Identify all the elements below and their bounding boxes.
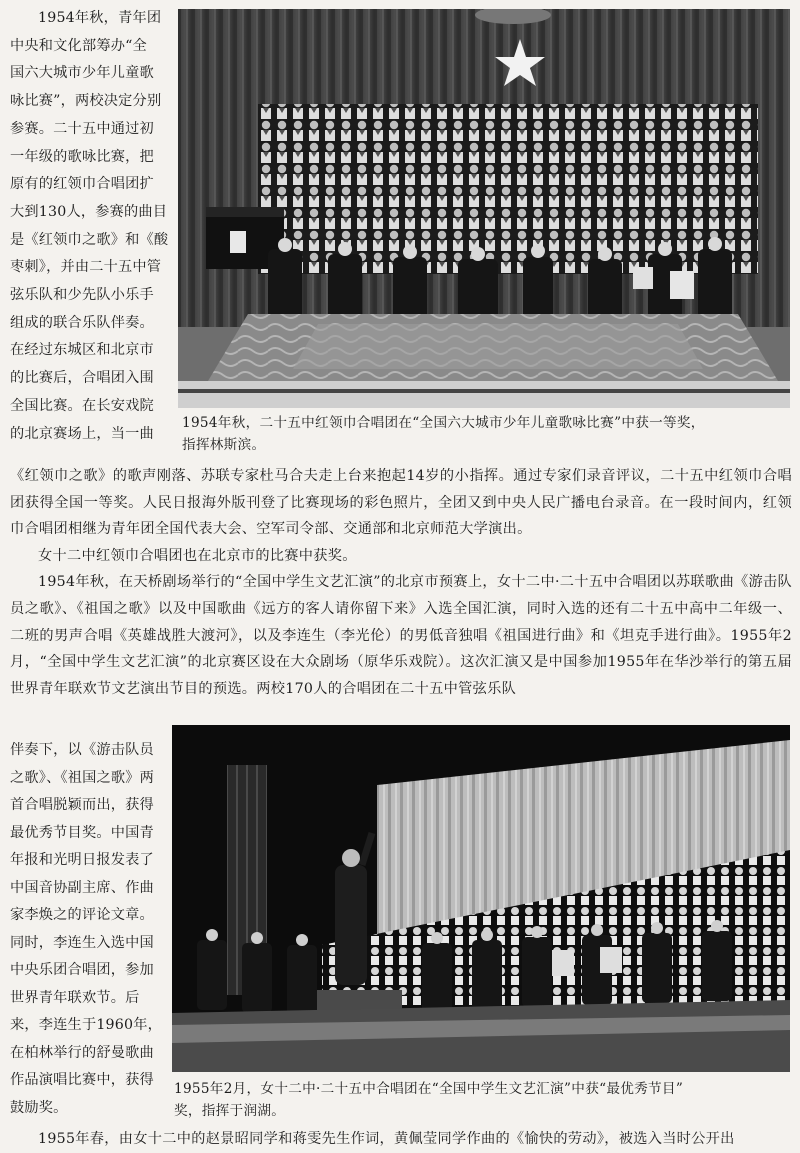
photo-joint-choir-1955 xyxy=(172,725,790,1072)
text-line: 中央乐团合唱团，参加 xyxy=(10,962,154,978)
choir-stage-photo xyxy=(178,9,790,408)
text-line: 弦乐队和少先队小乐手 xyxy=(10,287,154,304)
text-line: 年报和光明日报发表了 xyxy=(10,852,154,868)
text-line: 一年级的歌咏比赛，把 xyxy=(10,148,154,165)
text-line: 全国比赛。在长安戏院 xyxy=(10,397,154,414)
text-line: 在柏林举行的舒曼歌曲 xyxy=(10,1044,154,1061)
text-line: 咏比赛”，两校决定分别 xyxy=(10,93,162,110)
text-line: 枣刺》，并由二十五中管 xyxy=(10,259,162,276)
text-line: 1954年秋，青年团 xyxy=(38,10,162,26)
body-text xyxy=(10,463,792,702)
left-column-bottom xyxy=(10,737,172,1122)
text-line: 来，李连生于1960年， xyxy=(10,1017,163,1033)
text-line: 最优秀节目奖。中国青 xyxy=(10,824,154,841)
photo2-caption xyxy=(174,1078,792,1122)
text-line: 鼓励奖。 xyxy=(10,1099,68,1116)
text-line: 首合唱脱颖而出，获得 xyxy=(10,797,154,813)
text-line: 的北京赛场上，当一曲 xyxy=(10,425,154,442)
paragraph: 女十二中红领巾合唱团也在北京市的比赛中获奖。 xyxy=(38,547,357,564)
photo-red-scarf-choir-1954 xyxy=(178,9,790,408)
caption-line: 奖，指挥于润湖。 xyxy=(174,1103,286,1119)
choir-concert-photo xyxy=(172,725,790,1072)
text-line: 是《红领巾之歌》和《酸 xyxy=(10,231,169,248)
paragraph: 1954年秋，在天桥剧场举行的“全国中学生文艺汇演”的北京市预赛上，女十二中·二十五中合唱团以苏联歌曲《游击队员之歌》、《祖国之歌》以及中国歌曲《远方的客人请你留下来》入选全国汇演，同时入选的还有二十五中高中二年级一、二班的男声合唱《英雄战胜大渡河》，以及李连生（李光伦）的男低音独唱《祖国进行曲》和《坦克手进行曲》。1955年2月，“全国中学生文艺汇演”的北京赛区设在大众剧场（原华乐戏院）。这次汇演又是中国参加1955年在华沙举行的第五届世界青年联欢节文艺演出节目的预选。两校170人的合唱团在二十五中管弦乐队 xyxy=(10,574,793,697)
text-line: 家李焕之的评论文章。 xyxy=(10,907,154,923)
text-line: 原有的红领巾合唱团扩 xyxy=(10,176,154,193)
text-line: 参赛。二十五中通过初 xyxy=(10,120,154,137)
text-line: 国六大城市少年儿童歌 xyxy=(10,65,154,82)
text-line: 组成的联合乐队伴奏。 xyxy=(10,314,154,331)
text-line: 同时，李连生入选中国 xyxy=(10,934,154,951)
text-line: 世界青年联欢节。后 xyxy=(10,989,140,1006)
caption-line: 1955年2月，女十二中·二十五中合唱团在“全国中学生文艺汇演”中获“最优秀节目” xyxy=(174,1081,684,1097)
paragraph: 1955年春，由女十二中的赵景昭同学和蒋雯先生作词，黄佩莹同学作曲的《愉快的劳动》，被选入当时公开出 xyxy=(38,1131,735,1147)
text-line: 伴奏下，以《游击队员 xyxy=(10,742,154,758)
text-line: 的比赛后，合唱团入围 xyxy=(10,370,154,387)
left-column-top xyxy=(10,5,178,448)
text-line: 中国音协副主席、作曲 xyxy=(10,879,154,896)
text-line: 大到130人，参赛的曲目 xyxy=(10,203,168,220)
text-line: 在经过东城区和北京市 xyxy=(10,342,154,359)
photo1-caption xyxy=(182,412,792,456)
paragraph: 《红领巾之歌》的歌声刚落、苏联专家杜马合夫走上台来抱起14岁的小指挥。通过专家们录音评议，二十五中红领巾合唱团获得全国一等奖。人民日报海外版刊登了比赛现场的彩色照片，全团又到中央人民广播电台录音。在一段时间内，红领巾合唱团相继为青年团全国代表大会、空军司令部、交通部和北京师范大学演出。 xyxy=(10,468,792,538)
text-line: 作品演唱比赛中，获得 xyxy=(10,1072,154,1088)
final-line xyxy=(10,1126,792,1153)
caption-line: 1954年秋，二十五中红领巾合唱团在“全国六大城市少年儿童歌咏比赛”中获一等奖， xyxy=(182,415,705,431)
caption-line: 指挥林斯滨。 xyxy=(182,437,266,453)
text-line: 之歌》、《祖国之歌》两 xyxy=(10,769,155,786)
text-line: 中央和文化部筹办“全 xyxy=(10,37,147,54)
